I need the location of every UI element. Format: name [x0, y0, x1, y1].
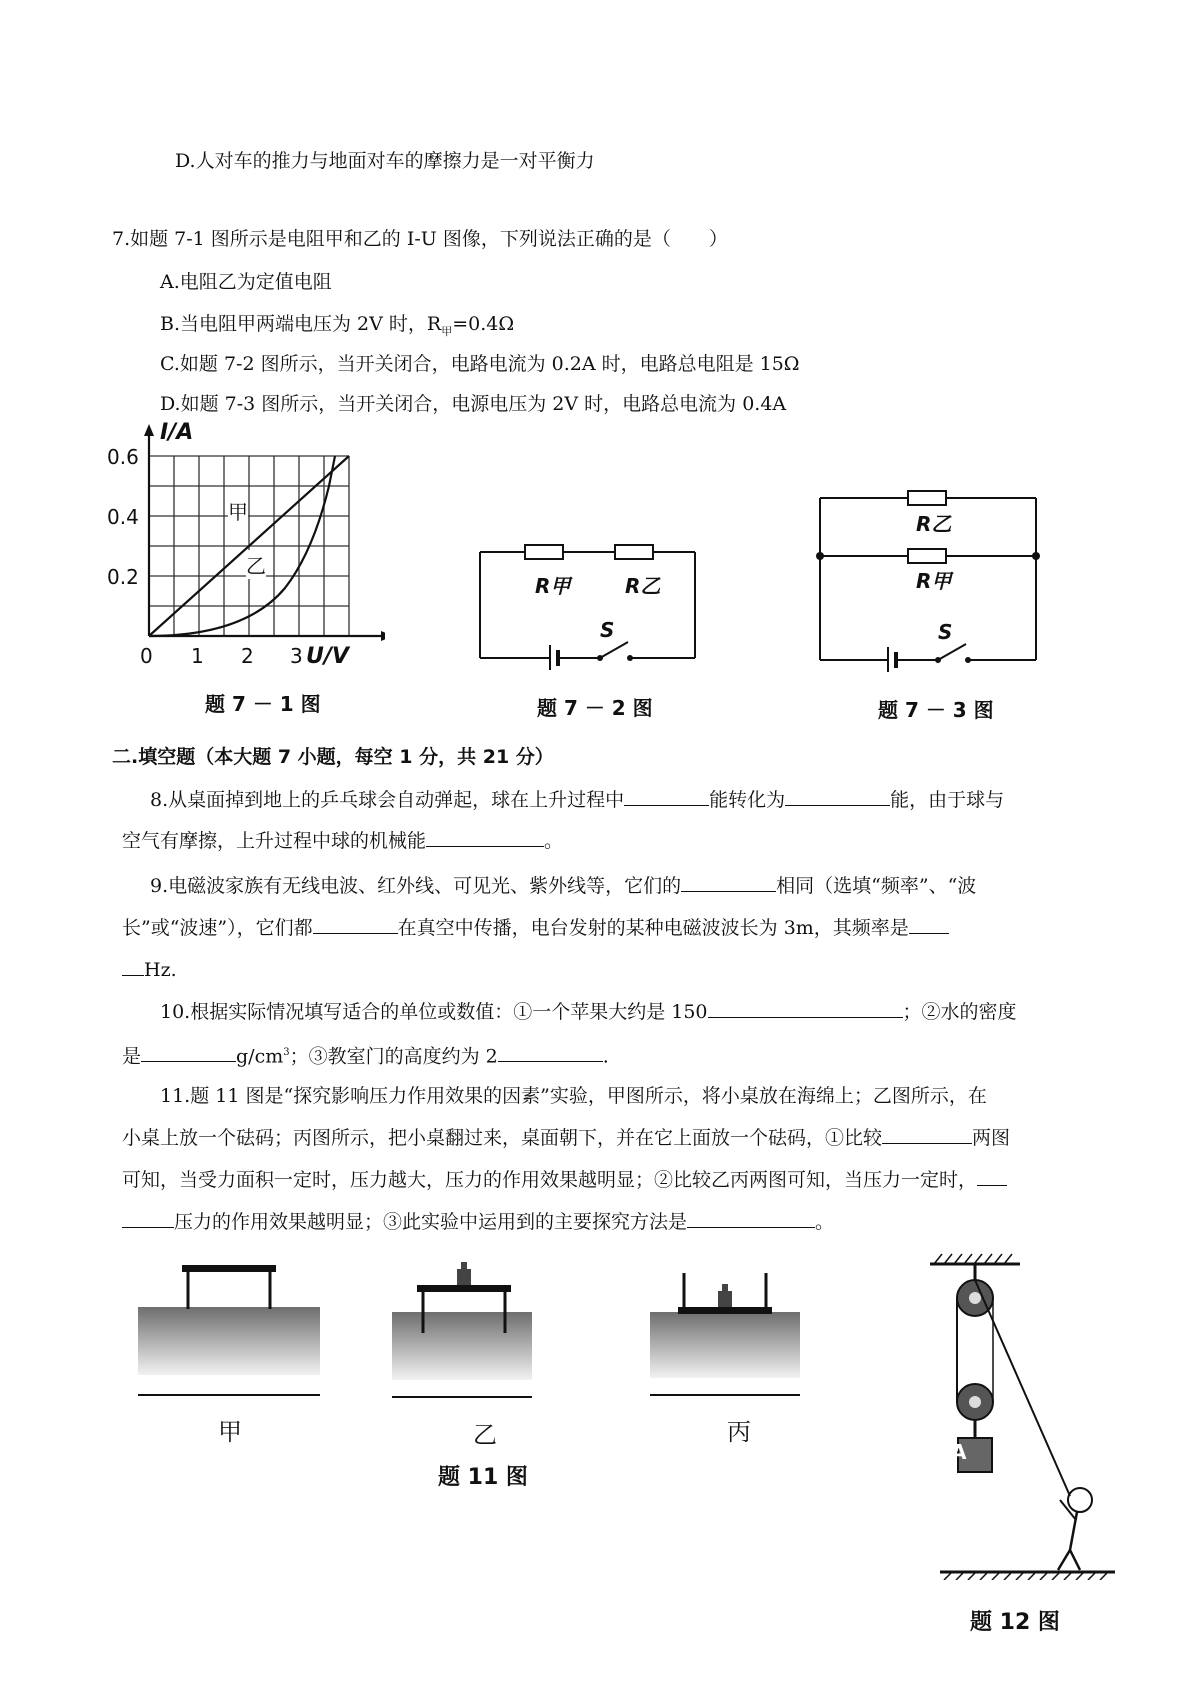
q8-blank-3 [426, 826, 544, 847]
q11-line1: 11.题 11 图是“探究影响压力作用效果的因素”实验，甲图所示，将小桌放在海绵上；乙图所示，在 [160, 1085, 987, 1107]
q11-blank-3 [687, 1207, 815, 1228]
fig12-pulley [920, 1250, 1120, 1580]
q10-text: 10.根据实际情况填写适合的单位或数值：①一个苹果大约是 150 [160, 1001, 708, 1023]
q9-blank-3b [122, 955, 144, 976]
fig7-2-switch-label: S [600, 618, 615, 642]
q11-blank-1 [882, 1123, 972, 1144]
fig7-1-y-axis-label: I/A [160, 420, 194, 445]
q9-line3 [122, 955, 177, 984]
fig11-setup-a [138, 1265, 320, 1395]
q7-stem: 7.如题 7-1 图所示是电阻甲和乙的 I-U 图像，下列说法正确的是（ ） [112, 228, 728, 250]
fig7-1-x-tick: 0 [140, 644, 153, 668]
q8-blank-2 [785, 785, 890, 806]
fig7-1-y-tick: 0.4 [107, 505, 139, 529]
q10-blank-3 [498, 1041, 603, 1062]
fig7-1-y-tick: 0.6 [107, 445, 139, 469]
fig7-2-r1-label: R甲 [535, 574, 571, 598]
q7-option-b [160, 310, 514, 346]
q8-text: 能，由于球与 [890, 789, 1005, 811]
q8-text: 空气有摩擦，上升过程中球的机械能 [122, 830, 427, 852]
q11-text: 可知，当受力面积一定时，压力越大，压力的作用效果越明显；②比较乙丙两图可知，当压力一定时， [122, 1169, 978, 1191]
q7-option-b-pre: B.当电阻甲两端电压为 2V 时，R [160, 313, 442, 335]
q9-blank-2 [313, 913, 398, 934]
fig12-block-label: A [951, 1440, 967, 1464]
fig7-2-caption: 题 7 － 2 图 [537, 696, 653, 720]
fig7-2-r2-label: R乙 [625, 574, 661, 598]
q11-text: 压力的作用效果越明显；③此实验中运用到的主要探究方法是 [174, 1211, 688, 1233]
q9-text: 长”或“波速”），它们都 [122, 917, 313, 939]
q11-line3 [122, 1165, 1007, 1194]
q11-text: 。 [815, 1211, 835, 1233]
fig11-label-a: 甲 [218, 1418, 242, 1446]
q9-blank-3a [909, 913, 949, 934]
q7-option-b-sub: 甲 [441, 324, 453, 338]
q9-text: 在真空中传播，电台发射的某种电磁波波长为 3m，其频率是 [397, 917, 909, 939]
fig11-setup-b [392, 1262, 532, 1397]
q10-text: g/cm [236, 1045, 284, 1068]
fig12-caption: 题 12 图 [970, 1610, 1060, 1635]
fig7-1-y-tick: 0.2 [107, 565, 139, 589]
fig7-1-x-axis-label: U/V [306, 644, 349, 669]
q10-superscript: 3 [283, 1047, 290, 1058]
q9-text: Hz. [144, 959, 177, 981]
q9-blank-1 [681, 871, 776, 892]
q7-option-d: D.如题 7-3 图所示，当开关闭合，电源电压为 2V 时，电路总电流为 0.4A [160, 393, 787, 415]
q10-blank-1 [708, 997, 903, 1018]
fig11-label-b: 乙 [473, 1421, 497, 1449]
fig11-caption: 题 11 图 [438, 1465, 528, 1490]
q7-option-b-post: =0.4Ω [452, 313, 515, 335]
section2-heading: 二.填空题（本大题 7 小题，每空 1 分，共 21 分） [112, 746, 554, 768]
q7-option-a: A.电阻乙为定值电阻 [160, 271, 332, 293]
q9-line1 [150, 871, 976, 900]
fig7-3-caption: 题 7 － 3 图 [878, 698, 994, 722]
q10-text: ；②水的密度 [902, 1001, 1017, 1023]
q8-line1 [150, 785, 1004, 814]
fig7-1-x-tick: 2 [241, 644, 254, 668]
q11-line2 [122, 1123, 1010, 1152]
q8-text: 能转化为 [709, 789, 786, 811]
q9-line2 [122, 913, 949, 942]
q10-text: 是 [122, 1045, 142, 1068]
q10-line2 [122, 1039, 609, 1070]
fig7-1-curve-b-label: 乙 [246, 550, 266, 579]
q11-blank-2b [122, 1207, 174, 1228]
q11-text: 小桌上放一个砝码；丙图所示，把小桌翻过来，桌面朝下，并在它上面放一个砝码，①比较 [122, 1127, 883, 1149]
q10-text: . [602, 1045, 609, 1068]
fig11-drawings [130, 1255, 830, 1405]
fig7-3-switch-label: S [938, 620, 953, 644]
q10-line1 [160, 997, 1017, 1026]
q11-text: 两图 [972, 1127, 1011, 1149]
fig7-1-curve-a-label: 甲 [228, 496, 248, 525]
q8-line2 [122, 826, 563, 855]
q10-text: ；③教室门的高度约为 2 [289, 1045, 498, 1068]
fig7-3-r-bottom-label: R甲 [916, 569, 952, 593]
q8-text: 。 [544, 830, 564, 852]
q9-text: 9.电磁波家族有无线电波、红外线、可见光、紫外线等，它们的 [150, 875, 682, 897]
fig7-2-circuit [470, 530, 710, 670]
q6-option-d: D.人对车的推力与地面对车的摩擦力是一对平衡力 [175, 150, 595, 172]
fig7-1-x-tick: 3 [290, 644, 303, 668]
q7-option-c: C.如题 7-2 图所示，当开关闭合，电路电流为 0.2A 时，电路总电阻是 15Ω [160, 353, 800, 375]
q9-text: 相同（选填“频率”、“波 [776, 875, 977, 897]
fig7-3-r-top-label: R乙 [916, 512, 952, 536]
q8-blank-1 [624, 785, 709, 806]
q10-blank-2 [141, 1041, 236, 1062]
q11-blank-2a [977, 1165, 1007, 1186]
fig7-1-caption: 题 7 － 1 图 [205, 692, 321, 716]
fig11-setup-c [650, 1273, 800, 1395]
q11-line4 [122, 1207, 834, 1236]
fig11-label-c: 丙 [727, 1418, 751, 1446]
q8-text: 8.从桌面掉到地上的乒乓球会自动弹起，球在上升过程中 [150, 789, 625, 811]
fig7-1-x-tick: 1 [191, 644, 204, 668]
